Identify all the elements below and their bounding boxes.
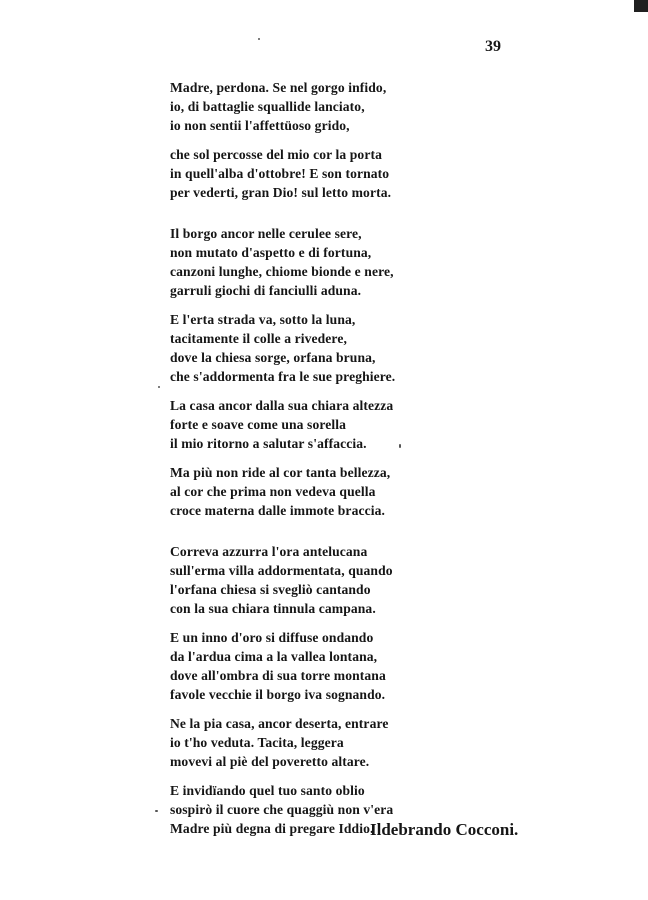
poem-line: forte e soave come una sorella — [170, 417, 347, 432]
poem-line: sospirò il cuore che quaggiù non v'era — [170, 802, 394, 817]
poem-line: dove la chiesa sorge, orfana bruna, — [170, 350, 376, 365]
poem-line: non mutato d'aspetto e di fortuna, — [170, 245, 372, 260]
poem-line: l'orfana chiesa si svegliò cantando — [170, 582, 371, 597]
stanza-1 — [170, 78, 410, 135]
poem-line: Madre, perdona. Se nel gorgo infido, — [170, 80, 387, 95]
scan-speck — [399, 444, 401, 448]
poem-line: con la sua chiara tinnula campana. — [170, 601, 376, 616]
poem-line: da l'ardua cima a la vallea lontana, — [170, 649, 378, 664]
scan-speck — [258, 38, 260, 40]
poem-line: E un inno d'oro si diffuse ondando — [170, 630, 374, 645]
poem-line: E invidïando quel tuo santo oblio — [170, 783, 365, 798]
poem-line: croce materna dalle immote braccia. — [170, 503, 386, 518]
poem-line: movevi al piè del poveretto altare. — [170, 754, 370, 769]
poem-line: Il borgo ancor nelle cerulee sere, — [170, 226, 362, 241]
poem-line: canzoni lunghe, chiome bionde e nere, — [170, 264, 394, 279]
poem-line: in quell'alba d'ottobre! E son tornato — [170, 166, 390, 181]
poem-line: garruli giochi di fanciulli aduna. — [170, 283, 362, 298]
stanza-4 — [170, 310, 410, 386]
poem-line: Ma più non ride al cor tanta bellezza, — [170, 465, 391, 480]
poem-line: io non sentii l'affettüoso grido, — [170, 118, 350, 133]
scan-speck — [155, 810, 158, 812]
scan-speck — [158, 386, 160, 388]
poem-line: che s'addormenta fra le sue preghiere. — [170, 369, 396, 384]
stanza-5 — [170, 396, 410, 453]
poem-line: E l'erta strada va, sotto la luna, — [170, 312, 356, 327]
poem-line: sull'erma villa addormentata, quando — [170, 563, 393, 578]
poem-line: favole vecchie il borgo iva sognando. — [170, 687, 386, 702]
poem-line: La casa ancor dalla sua chiara altezza — [170, 398, 394, 413]
poem-line: dove all'ombra di sua torre montana — [170, 668, 386, 683]
poem-line: il mio ritorno a salutar s'affaccia. — [170, 436, 367, 451]
author-signature: Ildebrando Cocconi. — [370, 820, 519, 839]
stanza-3 — [170, 224, 410, 300]
poem-line: che sol percosse del mio cor la porta — [170, 147, 382, 162]
stanza-9 — [170, 714, 410, 771]
poem — [170, 78, 410, 838]
stanza-6 — [170, 463, 410, 520]
scan-corner-mark — [634, 0, 648, 12]
stanza-8 — [170, 628, 410, 704]
stanza-2 — [170, 145, 410, 202]
poem-line: Ne la pia casa, ancor deserta, entrare — [170, 716, 389, 731]
poem-line: Madre più degna di pregare Iddio. — [170, 821, 374, 836]
stanza-7 — [170, 542, 410, 618]
poem-line: al cor che prima non vedeva quella — [170, 484, 376, 499]
poem-line: tacitamente il colle a rivedere, — [170, 331, 347, 346]
poem-line: io, di battaglie squallide lanciato, — [170, 99, 365, 114]
page-number: 39 — [485, 38, 501, 55]
poem-line: Correva azzurra l'ora antelucana — [170, 544, 368, 559]
poem-line: io t'ho veduta. Tacita, leggera — [170, 735, 344, 750]
poem-line: per vederti, gran Dio! sul letto morta. — [170, 185, 392, 200]
